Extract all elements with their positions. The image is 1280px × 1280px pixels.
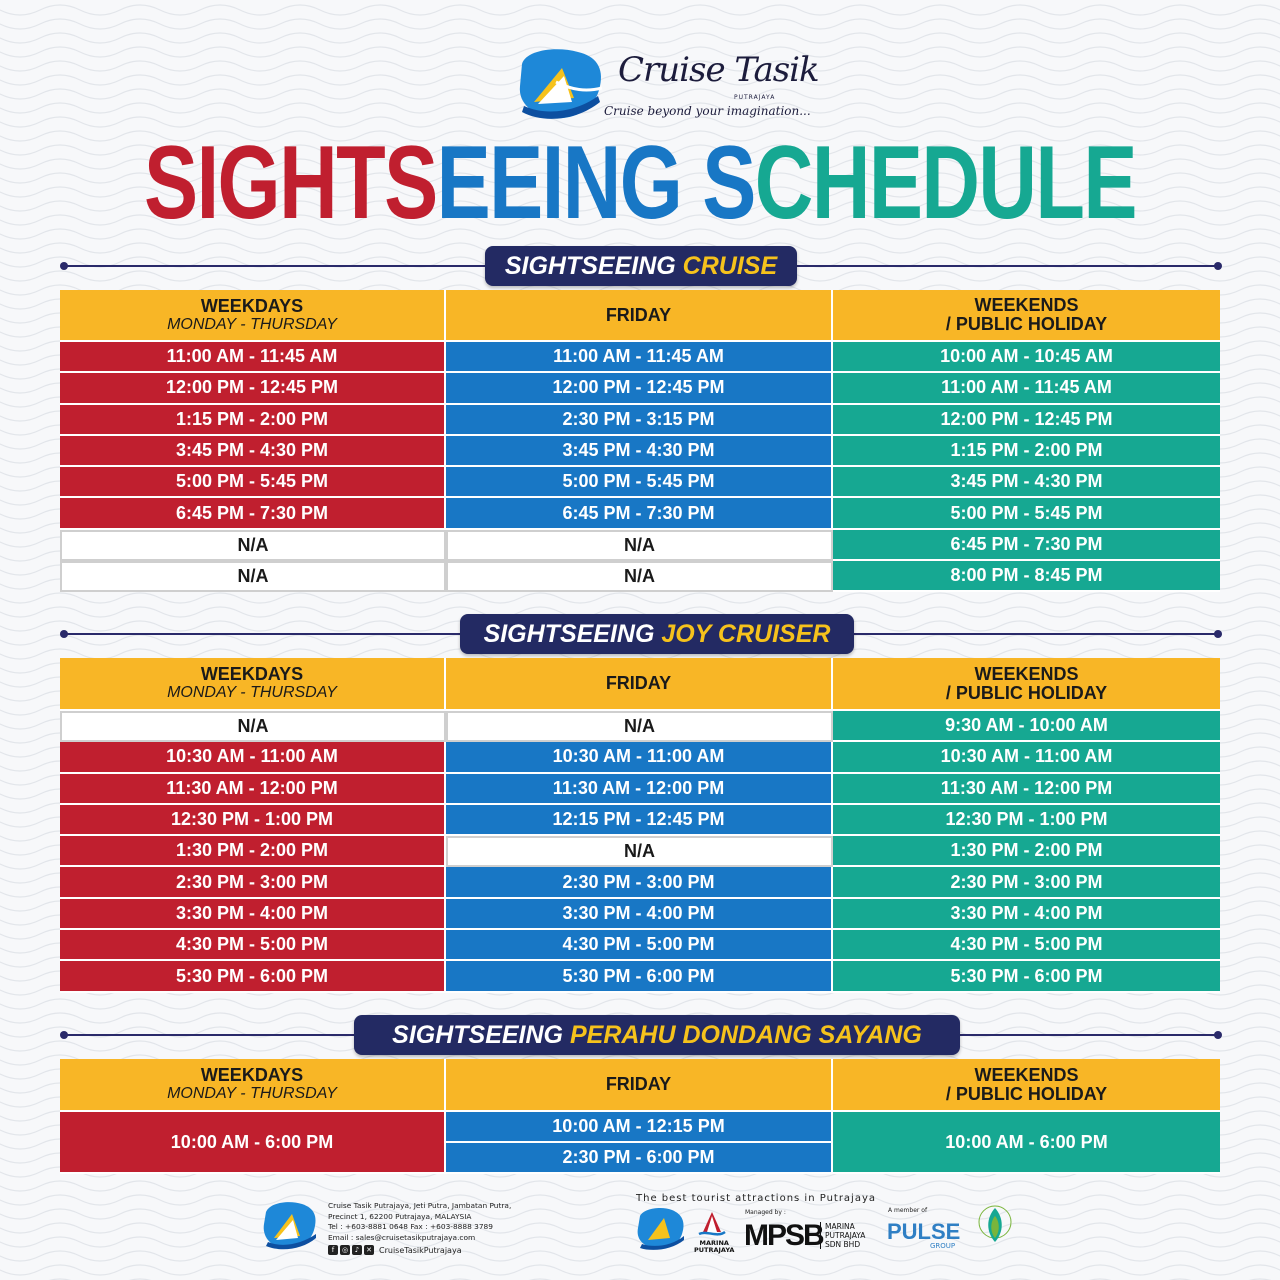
time-slot-weekends: 3:30 PM - 4:00 PM [833,899,1220,930]
header-weekends: WEEKENDS / PUBLIC HOLIDAY [833,1059,1220,1112]
pulse-group-subtitle: GROUP [930,1242,956,1250]
time-slot-weekdays: 10:30 AM - 11:00 AM [60,742,446,773]
time-slot-weekends: 2:30 PM - 3:00 PM [833,867,1220,898]
marina-putrajaya-text: MARINA PUTRAJAYA [694,1239,735,1254]
brand-name: Cruise Tasik [618,50,819,90]
header-friday: FRIDAY [446,1059,833,1112]
section-highlight: JOY CRUISER [661,620,831,648]
time-slot-weekends: 12:30 PM - 1:00 PM [833,805,1220,836]
time-slot-weekdays: 6:45 PM - 7:30 PM [60,498,446,529]
table-row [60,836,1220,867]
mpsb-logo: MPSB [744,1219,823,1252]
time-slot-friday: 6:45 PM - 7:30 PM [446,498,833,529]
time-slot-friday: 12:15 PM - 12:45 PM [446,805,833,836]
time-slot-weekends: 1:30 PM - 2:00 PM [833,836,1220,867]
time-slot-weekdays: 12:00 PM - 12:45 PM [60,373,446,404]
table-row [60,1112,1220,1174]
perbadanan-putrajaya-logo-icon [976,1202,1014,1256]
social-links [328,1245,462,1255]
time-slot-weekdays: 11:30 AM - 12:00 PM [60,774,446,805]
table-row [60,498,1220,529]
time-slot-friday: 2:30 PM - 3:00 PM [446,867,833,898]
time-slot-friday: 11:00 AM - 11:45 AM [446,342,833,373]
time-slot-friday: N/A [446,561,833,592]
time-slot-weekends: 12:00 PM - 12:45 PM [833,405,1220,436]
member-of-label: A member of [888,1207,928,1214]
time-slot-friday: 5:00 PM - 5:45 PM [446,467,833,498]
footer-address: Cruise Tasik Putrajaya, Jeti Putra, Jambatan Putra, Precinct 1, 62200 Putrajaya, MALAYSIA Tel : +603-8881 0648 Fax : +603-8888 3789 Email : sales@cruisetasikputrajaya.com [328,1201,512,1242]
section-prefix: SIGHTSEEING [504,252,676,280]
instagram-icon[interactable]: ◎ [341,1246,349,1254]
time-slot-weekends: 10:00 AM - 10:45 AM [833,342,1220,373]
time-slot-friday: 2:30 PM - 6:00 PM [446,1143,831,1174]
schedule-table-cruise [60,290,1220,592]
time-slot-weekends: 11:00 AM - 11:45 AM [833,373,1220,404]
section-title-joy-cruiser [460,614,854,654]
table-header-row [60,290,1220,342]
section-title-cruise [485,246,797,286]
time-slot-friday: 5:30 PM - 6:00 PM [446,961,833,992]
title-part-blue: EEING S [436,125,755,241]
time-slot-weekdays: N/A [60,530,446,561]
time-slot-weekdays: 5:30 PM - 6:00 PM [60,961,446,992]
time-slot-weekends: 6:45 PM - 7:30 PM [833,530,1220,561]
table-row [60,467,1220,498]
table-row [60,742,1220,773]
marina-putrajaya-logo-icon [697,1210,727,1238]
title-part-red: SIGHTS [144,125,437,241]
time-slot-weekends: 8:00 PM - 8:45 PM [833,561,1220,592]
time-slot-weekdays: N/A [60,711,446,742]
time-slot-friday: 3:45 PM - 4:30 PM [446,436,833,467]
time-slot-weekdays: 1:30 PM - 2:00 PM [60,836,446,867]
time-slot-weekdays: 5:00 PM - 5:45 PM [60,467,446,498]
facebook-icon[interactable]: f [328,1245,338,1255]
time-slot-weekends: 9:30 AM - 10:00 AM [833,711,1220,742]
tiktok-icon[interactable]: ♪ [352,1245,362,1255]
title-part-green: CHEDULE [754,125,1136,241]
schedule-table-perahu [60,1059,1220,1174]
section-title-perahu [354,1015,960,1055]
cruise-tasik-logo-icon [516,46,606,124]
time-slot-friday: 3:30 PM - 4:00 PM [446,899,833,930]
time-slot-friday: 12:00 PM - 12:45 PM [446,373,833,404]
page-title [141,125,1139,241]
time-slot-friday: 2:30 PM - 3:15 PM [446,405,833,436]
x-icon[interactable]: ✕ [364,1245,374,1255]
table-header-row [60,658,1220,711]
header-weekdays: WEEKDAYS MONDAY - THURSDAY [60,290,446,342]
footer-cruise-tasik-logo-icon [262,1200,318,1258]
section-highlight: PERAHU DONDANG SAYANG [569,1021,922,1049]
table-row [60,774,1220,805]
time-slot-weekends: 4:30 PM - 5:00 PM [833,930,1220,961]
time-slot-weekends: 3:45 PM - 4:30 PM [833,467,1220,498]
table-row [60,961,1220,992]
partner-cruise-tasik-logo-icon [636,1206,686,1258]
table-row [60,373,1220,404]
table-row [60,711,1220,742]
time-slot-weekdays: 3:30 PM - 4:00 PM [60,899,446,930]
table-row [60,561,1220,592]
schedule-table-joy-cruiser [60,658,1220,993]
time-slot-friday: N/A [446,711,833,742]
time-slot-weekends: 11:30 AM - 12:00 PM [833,774,1220,805]
time-slot-weekends: 5:00 PM - 5:45 PM [833,498,1220,529]
brand-tagline: Cruise beyond your imagination... [604,104,811,118]
managed-by-label: Managed by : [745,1209,786,1216]
table-header-row [60,1059,1220,1112]
time-slot-weekends: 10:00 AM - 6:00 PM [833,1112,1220,1174]
table-row [60,405,1220,436]
social-handle[interactable]: CruiseTasikPutrajaya [379,1245,462,1255]
table-row [60,805,1220,836]
mpsb-subtitle: MARINA PUTRAJAYA SDN BHD [820,1222,865,1249]
time-slot-weekdays: 2:30 PM - 3:00 PM [60,867,446,898]
time-slot-weekends: 1:15 PM - 2:00 PM [833,436,1220,467]
table-row [60,930,1220,961]
section-prefix: SIGHTSEEING [483,620,655,648]
brand-logo [516,46,819,126]
header-weekends: WEEKENDS / PUBLIC HOLIDAY [833,658,1220,711]
time-slot-weekends: 5:30 PM - 6:00 PM [833,961,1220,992]
time-slot-weekdays: 3:45 PM - 4:30 PM [60,436,446,467]
time-slot-weekdays: 4:30 PM - 5:00 PM [60,930,446,961]
time-slot-friday: 4:30 PM - 5:00 PM [446,930,833,961]
header-weekdays: WEEKDAYS MONDAY - THURSDAY [60,658,446,711]
footer-tagline: The best tourist attractions in Putrajaya [636,1193,877,1204]
pulse-group-logo: PULSE [887,1219,961,1244]
time-slot-weekdays: N/A [60,561,446,592]
time-slot-weekdays: 11:00 AM - 11:45 AM [60,342,446,373]
table-row [60,867,1220,898]
time-slot-weekdays: 12:30 PM - 1:00 PM [60,805,446,836]
time-slot-friday: 10:00 AM - 12:15 PM [446,1112,831,1143]
time-slot-friday: N/A [446,530,833,561]
table-row [60,530,1220,561]
header-weekends: WEEKENDS / PUBLIC HOLIDAY [833,290,1220,342]
table-row [60,342,1220,373]
header-friday: FRIDAY [446,658,833,711]
time-slot-weekdays: 10:00 AM - 6:00 PM [60,1112,446,1174]
table-row [60,436,1220,467]
table-row [60,899,1220,930]
friday-split-cell [446,1112,833,1174]
time-slot-friday: 10:30 AM - 11:00 AM [446,742,833,773]
time-slot-friday: N/A [446,836,833,867]
time-slot-weekdays: 1:15 PM - 2:00 PM [60,405,446,436]
time-slot-weekends: 10:30 AM - 11:00 AM [833,742,1220,773]
header-weekdays: WEEKDAYS MONDAY - THURSDAY [60,1059,446,1112]
brand-sub: PUTRAJAYA [734,94,776,101]
section-prefix: SIGHTSEEING [392,1021,564,1049]
header-friday: FRIDAY [446,290,833,342]
time-slot-friday: 11:30 AM - 12:00 PM [446,774,833,805]
section-highlight: CRUISE [682,252,778,280]
